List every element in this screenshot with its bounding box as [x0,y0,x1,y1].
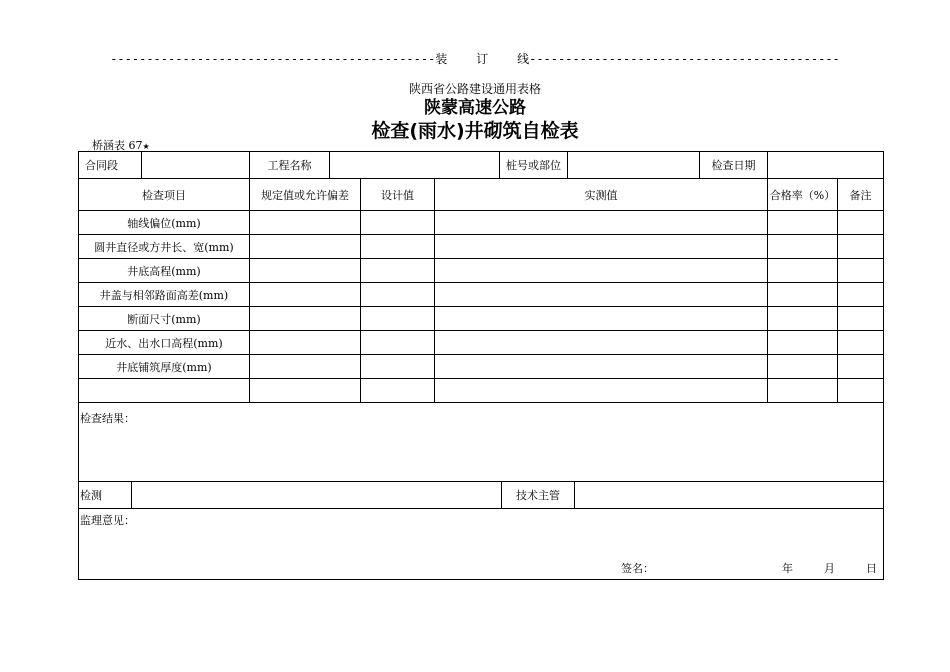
remark-cell[interactable] [838,307,884,331]
star-icon: ★ [142,142,150,151]
check-date-label: 检查日期 [700,152,768,179]
check-result-cell[interactable] [79,403,884,482]
design-cell[interactable] [361,379,435,403]
remark-cell[interactable] [838,355,884,379]
supervision-opinion-label: 监理意见： [80,514,135,527]
check-date-field[interactable] [768,152,884,179]
item-label: 井底铺筑厚度(mm) [79,355,250,379]
spec-cell[interactable] [250,379,361,403]
spec-cell[interactable] [250,355,361,379]
station-field[interactable] [568,152,700,179]
table-row [79,259,884,283]
pass-rate-cell[interactable] [768,307,838,331]
binding-line: ---------------------------------------------装 订 线------------------------------------------- [110,52,840,66]
form-title: 检查(雨水)井砌筑自检表 [371,120,579,142]
check-result-label: 检查结果： [80,412,135,425]
pass-rate-cell[interactable] [768,259,838,283]
pass-rate-cell[interactable] [768,283,838,307]
column-header-spec: 规定值或允许偏差 [250,179,361,211]
item-label: 断面尺寸(mm) [79,307,250,331]
spec-cell[interactable] [250,283,361,307]
item-label: 近水、出水口高程(mm) [79,331,250,355]
table-row [79,283,884,307]
pass-rate-cell[interactable] [768,355,838,379]
measured-cell[interactable] [435,283,768,307]
inspection-table [78,178,884,403]
design-cell[interactable] [361,331,435,355]
remark-cell[interactable] [838,235,884,259]
remark-cell[interactable] [838,331,884,355]
remark-cell[interactable] [838,211,884,235]
measured-cell[interactable] [435,379,768,403]
measured-cell[interactable] [435,211,768,235]
header-table [78,151,884,179]
design-cell[interactable] [361,235,435,259]
measured-cell[interactable] [435,355,768,379]
measured-cell[interactable] [435,259,768,283]
design-cell[interactable] [361,211,435,235]
remark-cell[interactable] [838,283,884,307]
table-row [79,331,884,355]
station-label: 桩号或部位 [500,152,568,179]
design-cell[interactable] [361,307,435,331]
form-number-text: 桥涵表 67 [92,139,143,152]
item-label: 轴线偏位(mm) [79,211,250,235]
design-cell[interactable] [361,355,435,379]
spec-cell[interactable] [250,211,361,235]
table-row [79,355,884,379]
spec-cell[interactable] [250,307,361,331]
table-row [79,379,884,403]
pass-rate-cell[interactable] [768,235,838,259]
inspection-field[interactable] [132,482,502,509]
item-label [79,379,250,403]
contract-section-field[interactable] [142,152,250,179]
pass-rate-cell[interactable] [768,211,838,235]
remark-cell[interactable] [838,259,884,283]
column-header-remark: 备注 [838,179,884,211]
item-label: 井盖与相邻路面高差(mm) [79,283,250,307]
item-label: 井底高程(mm) [79,259,250,283]
column-header-design: 设计值 [361,179,435,211]
design-cell[interactable] [361,259,435,283]
organization-heading: 陕蒙高速公路 [424,98,526,118]
supervision-opinion-cell[interactable] [79,509,884,580]
measured-cell[interactable] [435,235,768,259]
project-name-field[interactable] [330,152,500,179]
year-label: 年 [782,562,793,575]
inspection-label-text: 检测 [80,489,102,502]
table-row [79,235,884,259]
spec-cell[interactable] [250,259,361,283]
tech-supervisor-label: 技术主管 [502,482,575,509]
column-header-item: 检查项目 [79,179,250,211]
results-table [78,402,884,580]
project-name-label: 工程名称 [250,152,330,179]
measured-cell[interactable] [435,307,768,331]
tech-supervisor-field[interactable] [575,482,884,509]
contract-section-label: 合同段 [79,152,142,179]
measured-cell[interactable] [435,331,768,355]
design-cell[interactable] [361,283,435,307]
spec-cell[interactable] [250,331,361,355]
inspection-label [79,482,132,509]
column-header-measured: 实测值 [435,179,768,211]
spec-cell[interactable] [250,235,361,259]
pass-rate-cell[interactable] [768,331,838,355]
table-row [79,307,884,331]
department-heading: 陕西省公路建设通用表格 [408,82,541,96]
item-label: 圆井直径或方井长、宽(mm) [79,235,250,259]
column-header-pass-rate: 合格率（%） [768,179,838,211]
pass-rate-cell[interactable] [768,379,838,403]
day-label: 日 [866,562,877,575]
month-label: 月 [824,562,835,575]
signature-label: 签名： [621,562,654,575]
table-row [79,211,884,235]
remark-cell[interactable] [838,379,884,403]
